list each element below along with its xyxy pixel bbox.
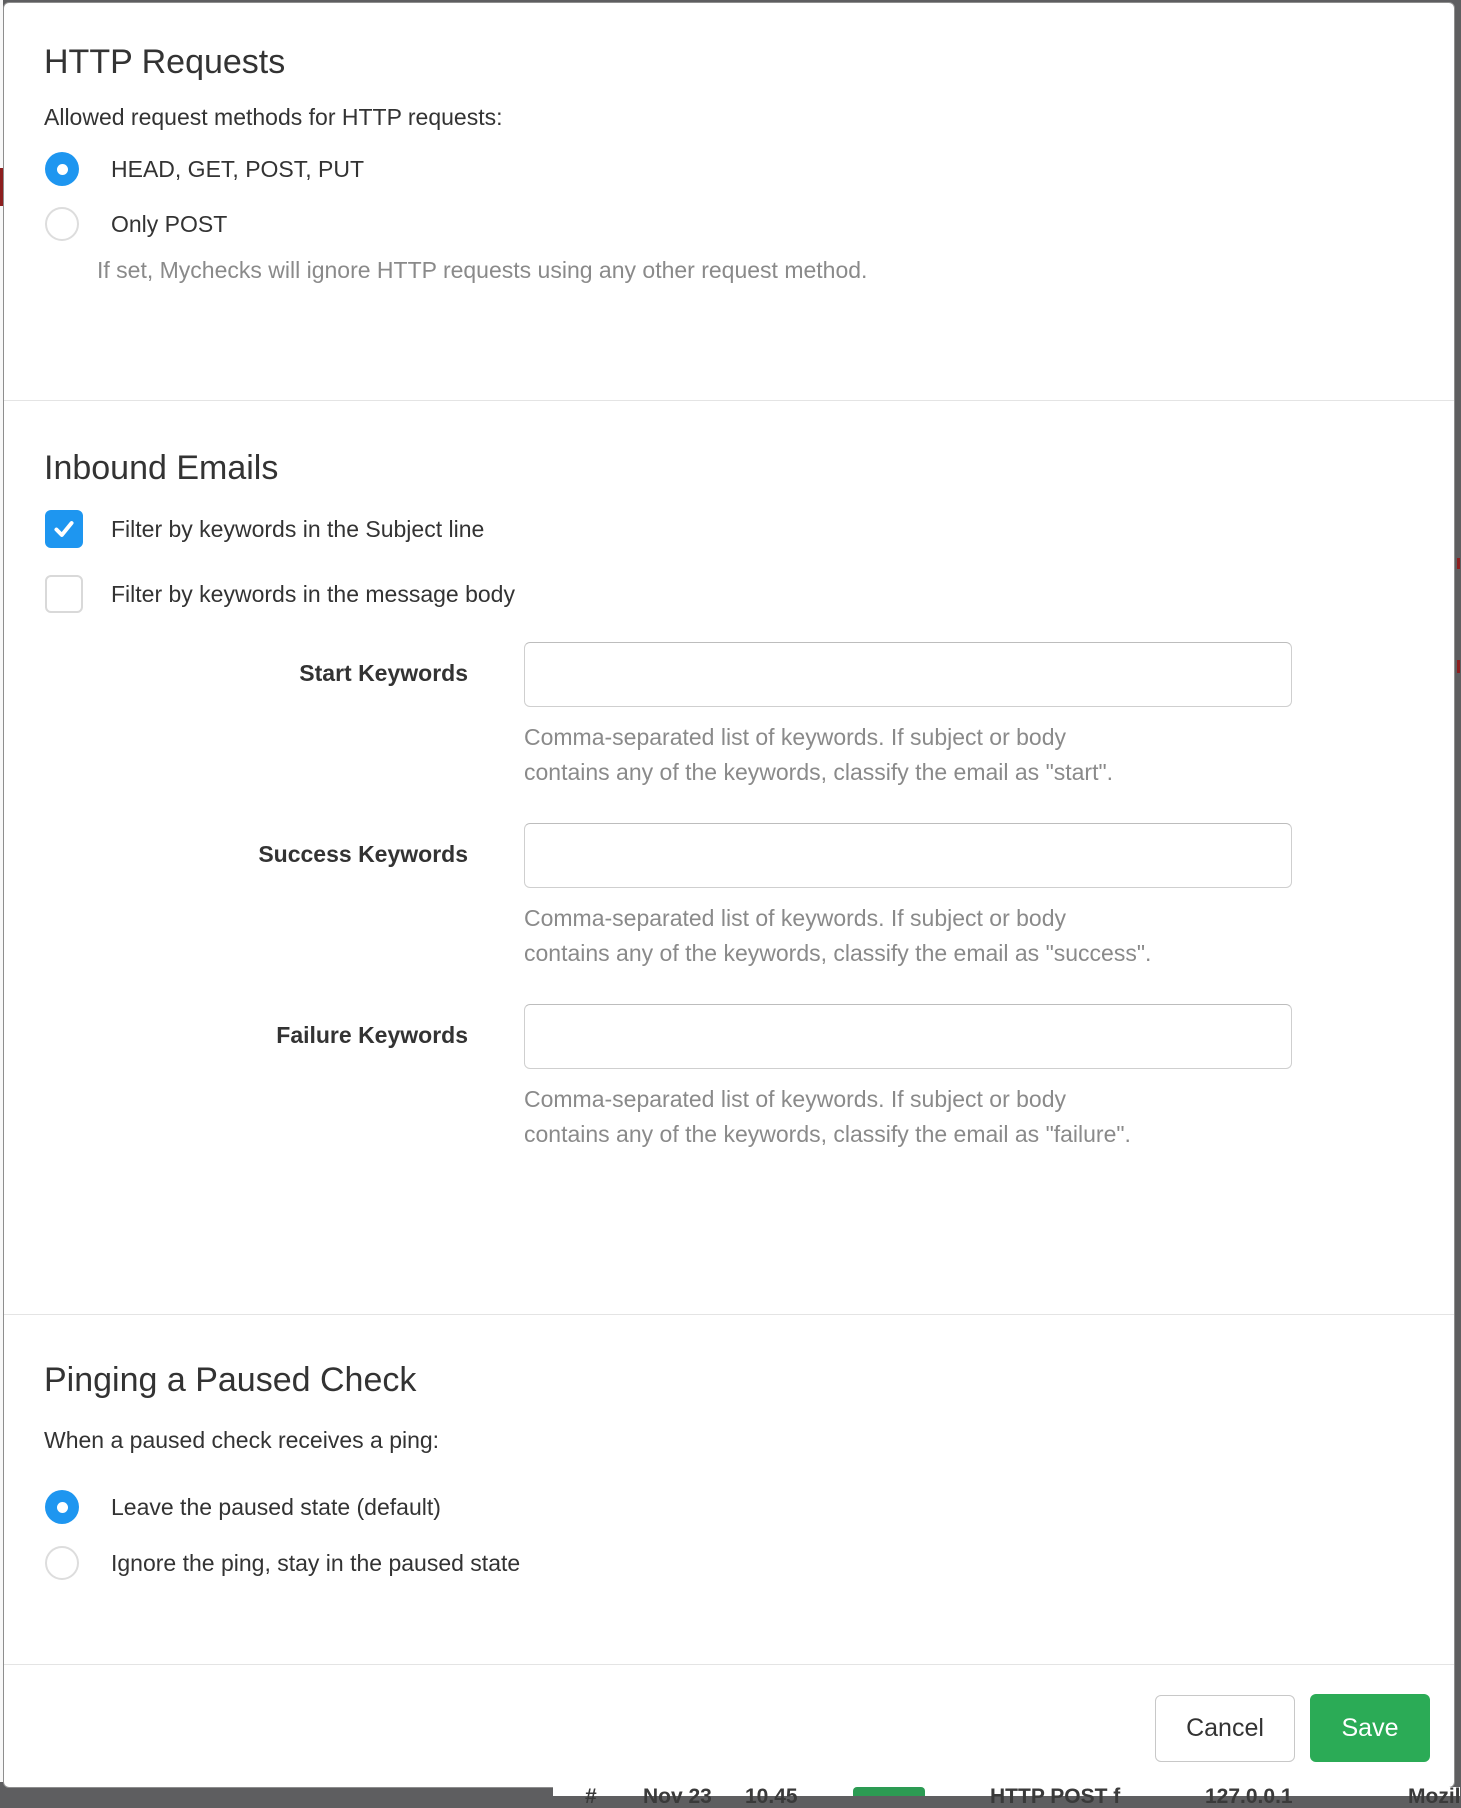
settings-modal bbox=[3, 2, 1455, 1788]
radio-unselected-icon[interactable] bbox=[45, 207, 79, 241]
paused-check-intro: When a paused check receives a ping: bbox=[44, 1427, 440, 1453]
checkbox-label: Filter by keywords in the message body bbox=[111, 580, 515, 607]
failure-keywords-label: Failure Keywords bbox=[276, 1022, 468, 1048]
checkbox-filter-body[interactable] bbox=[45, 575, 515, 613]
help-line: Comma-separated list of keywords. If subject or body bbox=[524, 905, 1067, 931]
radio-option-label: Ignore the ping, stay in the paused state bbox=[111, 1549, 521, 1576]
checkmark-icon bbox=[51, 516, 77, 542]
background-row-date: Nov 23 bbox=[643, 1785, 712, 1808]
success-keywords-input[interactable] bbox=[524, 823, 1292, 888]
background-red-sliver bbox=[1457, 660, 1460, 673]
failure-keywords-input[interactable] bbox=[524, 1004, 1292, 1069]
radio-selected-icon[interactable] bbox=[45, 1490, 79, 1524]
help-line: contains any of the keywords, classify the email as "failure". bbox=[524, 1121, 1131, 1147]
radio-option-only-post[interactable] bbox=[45, 207, 227, 241]
radio-option-label: Only POST bbox=[111, 210, 228, 237]
radio-option-label: Leave the paused state (default) bbox=[111, 1493, 441, 1520]
http-requests-intro: Allowed request methods for HTTP requests: bbox=[44, 104, 503, 130]
background-row-user-agent: Mozil bbox=[1408, 1785, 1461, 1808]
background-row-ip: 127.0.0.1 bbox=[1205, 1785, 1293, 1808]
background-row-status-badge bbox=[853, 1787, 925, 1796]
failure-keywords-help bbox=[524, 1082, 1131, 1152]
radio-option-ignore-ping[interactable] bbox=[45, 1546, 520, 1580]
help-line: Comma-separated list of keywords. If subject or body bbox=[524, 724, 1067, 750]
background-table-row-sliver bbox=[553, 1785, 1461, 1808]
checkbox-checked-icon[interactable] bbox=[45, 510, 83, 548]
start-keywords-input[interactable] bbox=[524, 642, 1292, 707]
help-line: contains any of the keywords, classify the email as "start". bbox=[524, 759, 1114, 785]
background-row-time: 10.45 bbox=[745, 1785, 798, 1808]
success-keywords-help bbox=[524, 901, 1151, 971]
section-divider bbox=[4, 400, 1454, 401]
background-row-hash: # bbox=[585, 1785, 597, 1808]
section-divider bbox=[4, 1314, 1454, 1315]
section-title-pinging-paused-check: Pinging a Paused Check bbox=[44, 1361, 417, 1399]
footer-divider bbox=[4, 1664, 1454, 1665]
cancel-button[interactable]: Cancel bbox=[1155, 1695, 1295, 1762]
radio-option-label: HEAD, GET, POST, PUT bbox=[111, 155, 365, 182]
success-keywords-label: Success Keywords bbox=[258, 841, 468, 867]
section-title-inbound-emails: Inbound Emails bbox=[44, 449, 279, 487]
save-button[interactable]: Save bbox=[1310, 1694, 1430, 1762]
radio-option-leave-paused-state[interactable] bbox=[45, 1490, 441, 1524]
checkbox-label: Filter by keywords in the Subject line bbox=[111, 515, 485, 542]
section-title-http-requests: HTTP Requests bbox=[44, 43, 286, 81]
background-row-method: HTTP POST f bbox=[990, 1785, 1121, 1808]
radio-option-head-get-post-put[interactable] bbox=[45, 152, 364, 186]
checkbox-unchecked-icon[interactable] bbox=[45, 575, 83, 613]
radio-unselected-icon[interactable] bbox=[45, 1546, 79, 1580]
start-keywords-help bbox=[524, 720, 1113, 790]
only-post-help-text: If set, Mychecks will ignore HTTP requests using any other request method. bbox=[97, 257, 868, 283]
background-red-sliver bbox=[1457, 558, 1460, 569]
start-keywords-label: Start Keywords bbox=[299, 660, 468, 686]
help-line: contains any of the keywords, classify the email as "success". bbox=[524, 940, 1152, 966]
help-line: Comma-separated list of keywords. If subject or body bbox=[524, 1086, 1067, 1112]
checkbox-filter-subject[interactable] bbox=[45, 510, 484, 548]
radio-selected-icon[interactable] bbox=[45, 152, 79, 186]
